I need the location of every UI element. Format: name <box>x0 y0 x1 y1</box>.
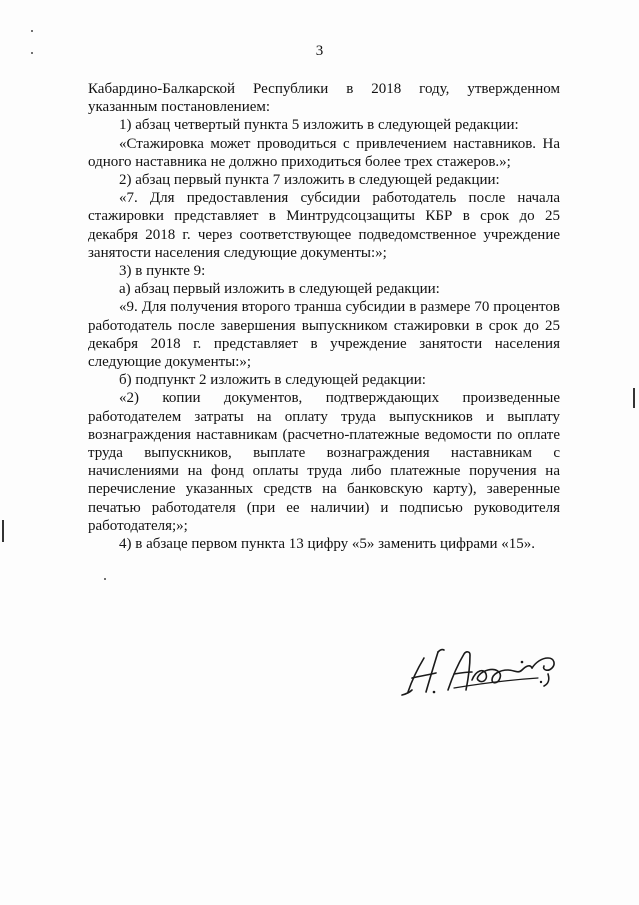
scan-speck <box>31 52 33 54</box>
paragraph-item-4: 4) в абзаце первом пункта 13 цифру «5» заменить цифрами «15». <box>119 536 536 553</box>
paragraph-quote-4: «2) копии документов, подтверждающих произведенные работодателем затраты на оплату труда выпускников и выплату вознаграждения наставникам (расчетно-платежные ведомости по оплате труда выпускников, выплате вознаграждения наставникам с начислениями на фонд оплаты труда либо платежные поручения на перечисление указанных средств на банковскую карту), заверенные печатью работодателя (при ее наличии) и подписью руководителя работодателя;»; <box>88 390 560 534</box>
scan-speck <box>104 578 106 580</box>
paragraph-item-3: 3) в пункте 9: <box>119 263 206 280</box>
document-body <box>88 80 560 553</box>
paragraph-item-1: 1) абзац четвертый пункта 5 изложить в следующей редакции: <box>119 117 519 134</box>
paragraph-intro: Кабардино-Балкарской Республики в 2018 году, утвержденном указанным постановлением: <box>88 81 560 116</box>
paragraph-item-2: 2) абзац первый пункта 7 изложить в следующей редакции: <box>119 172 500 189</box>
scan-margin-mark <box>2 520 4 542</box>
page-number: 3 <box>315 43 324 59</box>
paragraph-subitem-b: б) подпункт 2 изложить в следующей редакции: <box>119 372 426 389</box>
handwritten-signature <box>398 640 573 700</box>
paragraph-quote-1: «Стажировка может проводиться с привлечением наставников. На одного наставника не должно приходиться более трех стажеров.»; <box>88 135 560 170</box>
paragraph-quote-3: «9. Для получения второго транша субсидии в размере 70 процентов работодатель после завершения выпускником стажировки в срок до 25 декабря 2018 г. представляет в учреждение занятости населения следующие документы:»; <box>88 299 560 371</box>
scan-speck <box>31 30 33 32</box>
scan-margin-mark <box>633 388 635 408</box>
paragraph-quote-2: «7. Для предоставления субсидии работодатель после начала стажировки представляет в Минтрудсоцзащиты КБР в срок до 25 декабря 2018 г. через соответствующее подведомственное учреждение занятости населения следующие документы:»; <box>88 190 560 261</box>
paragraph-subitem-a: а) абзац первый изложить в следующей редакции: <box>119 281 440 298</box>
